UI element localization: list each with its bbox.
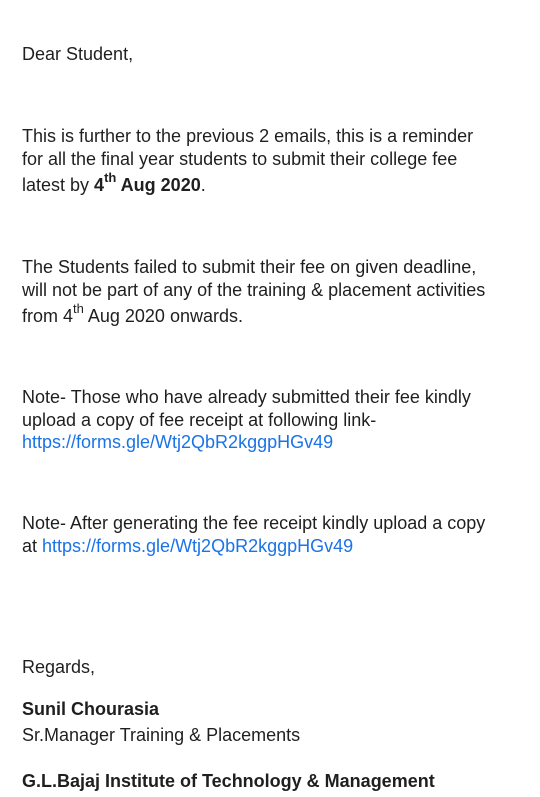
text-fragment: latest by: [22, 175, 95, 195]
text-line: [22, 301, 530, 327]
signature-title: Sr.Manager Training & Placements: [22, 725, 301, 745]
greeting: Dear Student,: [22, 44, 134, 64]
text-fragment: at: [22, 536, 43, 556]
form-link[interactable]: https://forms.gle/Wtj2QbR2kggpHGv49: [22, 432, 334, 452]
text-line: [22, 535, 530, 557]
form-link[interactable]: https://forms.gle/Wtj2QbR2kggpHGv49: [42, 536, 354, 556]
deadline-date: [94, 170, 201, 195]
signature-name: Sunil Chourasia: [22, 699, 160, 719]
text-line: [22, 170, 530, 196]
date-day: 4: [94, 175, 105, 195]
text-fragment: from 4: [22, 306, 74, 326]
text-fragment: Aug 2020 onwards.: [83, 306, 243, 326]
date-suffix: th: [104, 170, 117, 185]
text-line: [22, 431, 530, 453]
text-line: The Students failed to submit their fee on given deadline,: [22, 257, 477, 277]
text-line: will not be part of any of the training & placement activities: [22, 280, 486, 300]
text-fragment: .: [200, 175, 206, 195]
text-line: for all the final year students to submit their college fee: [22, 149, 458, 169]
text-line: Note- Those who have already submitted their fee kindly: [22, 387, 471, 407]
closing: Regards,: [22, 657, 96, 677]
date-month-year: Aug 2020: [116, 175, 201, 195]
text-line: This is further to the previous 2 emails, this is a reminder: [22, 126, 474, 146]
text-line: Note- After generating the fee receipt kindly upload a copy: [22, 513, 486, 533]
date-suffix: th: [73, 301, 84, 316]
signature-organization: G.L.Bajaj Institute of Technology & Management: [22, 771, 435, 791]
text-line: upload a copy of fee receipt at following link-: [22, 410, 377, 430]
